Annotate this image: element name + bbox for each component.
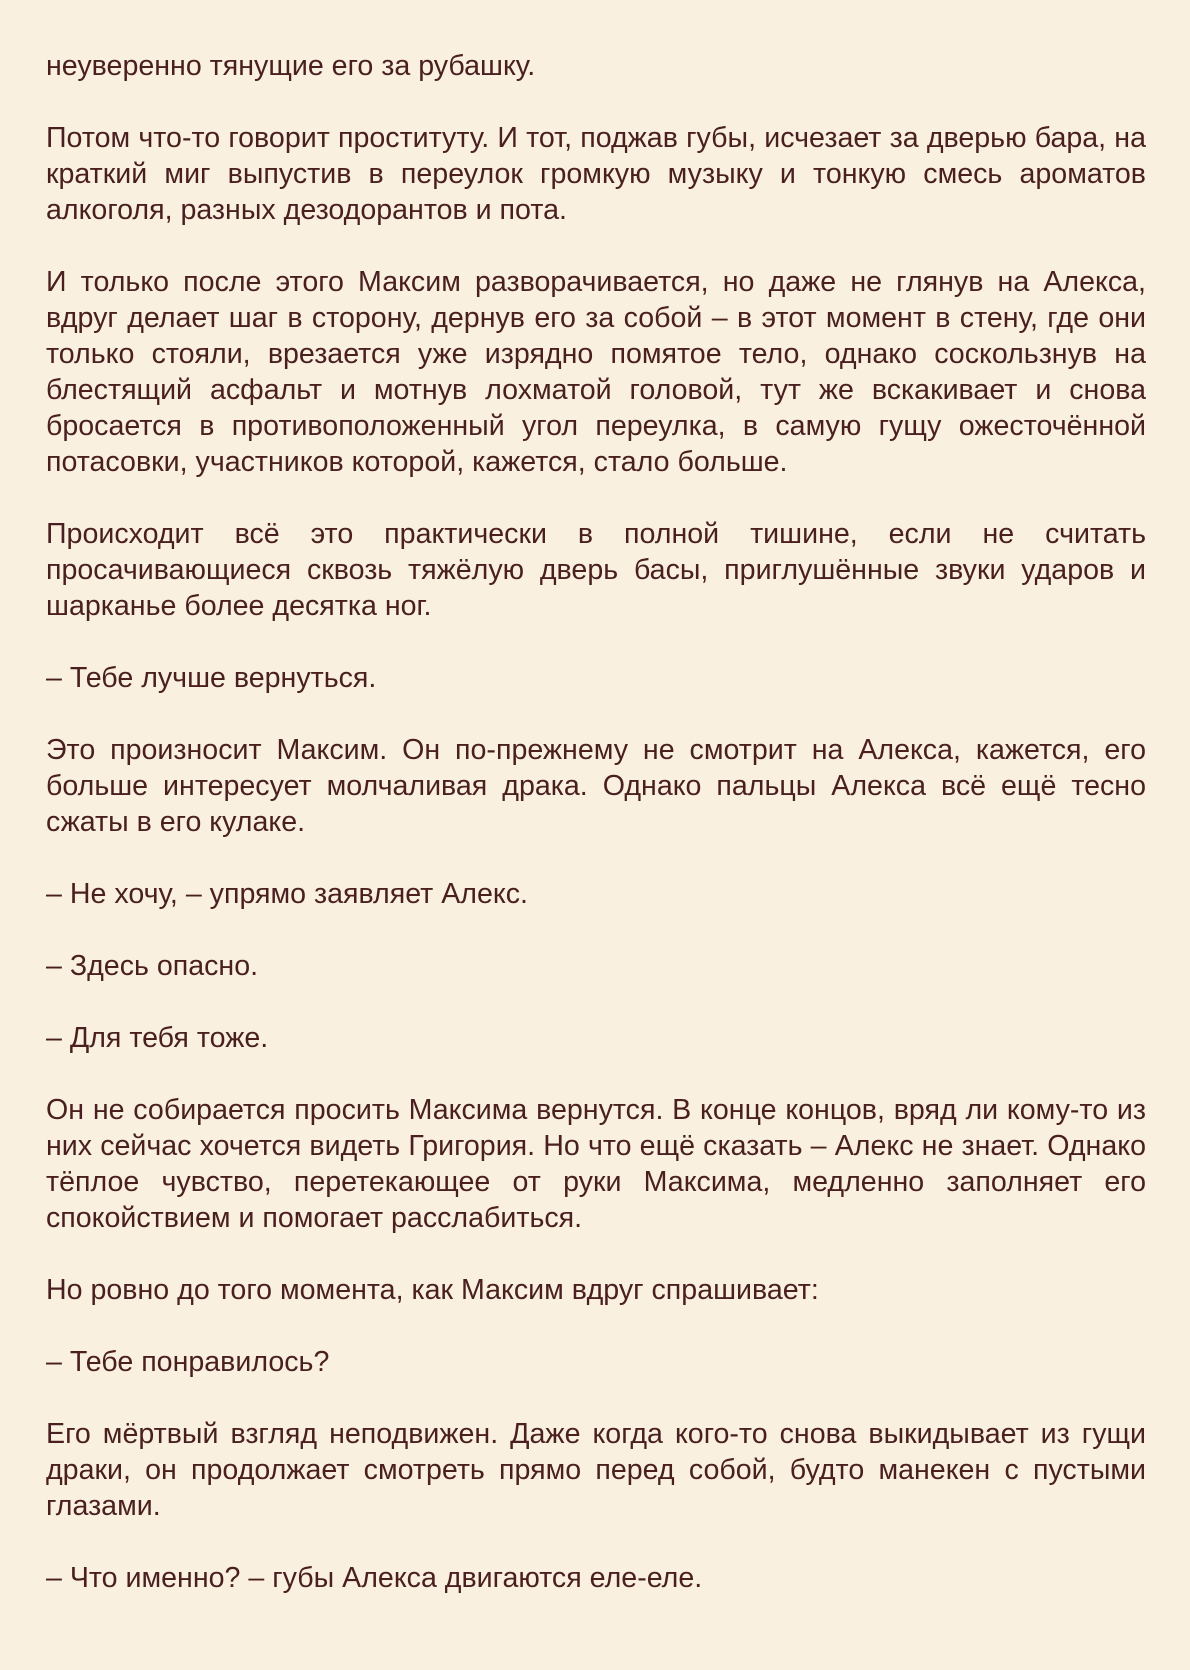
dialogue-line: – Тебе лучше вернуться. (46, 662, 377, 694)
paragraph: И только после этого Максим разворачивается, но даже не глянув на Алекса, вдруг делает шаг в сторону, дернув его за собой – в этот момент в стену, где они только стояли, врезается уже изрядно помятое тело, однако соскользнув на блестящий асфальт и мотнув лохматой головой, тут же вскакивает и снова бросается в противоположенный угол переулка, в самую гущу ожесточённой потасовки, участников которой, кажется, стало больше. (46, 266, 1146, 478)
dialogue-line: – Для тебя тоже. (46, 1022, 269, 1054)
paragraph: Потом что-то говорит проституту. И тот, поджав губы, исчезает за дверью бара, на краткий миг выпустив в переулок громкую музыку и тонкую смесь ароматов алкоголя, разных дезодорантов и пота. (46, 122, 1146, 226)
paragraph: Происходит всё это практически в полной тишине, если не считать просачивающиеся сквозь тяжёлую дверь басы, приглушённые звуки ударов и шарканье более десятка ног. (46, 518, 1146, 622)
dialogue-line: – Не хочу, – упрямо заявляет Алекс. (46, 878, 528, 910)
paragraph: Он не собирается просить Максима вернутся. В конце концов, вряд ли кому-то из них сейчас хочется видеть Григория. Но что ещё сказать – Алекс не знает. Однако тёплое чувство, перетекающее от руки Максима, медленно заполняет его спокойствием и помогает расслабиться. (46, 1094, 1146, 1234)
paragraph: Но ровно до того момента, как Максим вдруг спрашивает: (46, 1274, 819, 1306)
paragraph: неуверенно тянущие его за рубашку. (46, 50, 536, 82)
paragraph: Его мёртвый взгляд неподвижен. Даже когда кого-то снова выкидывает из гущи драки, он продолжает смотреть прямо перед собой, будто манекен с пустыми глазами. (46, 1418, 1146, 1522)
document-body (46, 48, 1146, 1596)
dialogue-line: – Здесь опасно. (46, 950, 259, 982)
dialogue-line: – Что именно? – губы Алекса двигаются еле-еле. (46, 1562, 703, 1594)
dialogue-line: – Тебе понравилось? (46, 1346, 330, 1378)
paragraph: Это произносит Максим. Он по-прежнему не смотрит на Алекса, кажется, его больше интересует молчаливая драка. Однако пальцы Алекса всё ещё тесно сжаты в его кулаке. (46, 734, 1146, 838)
